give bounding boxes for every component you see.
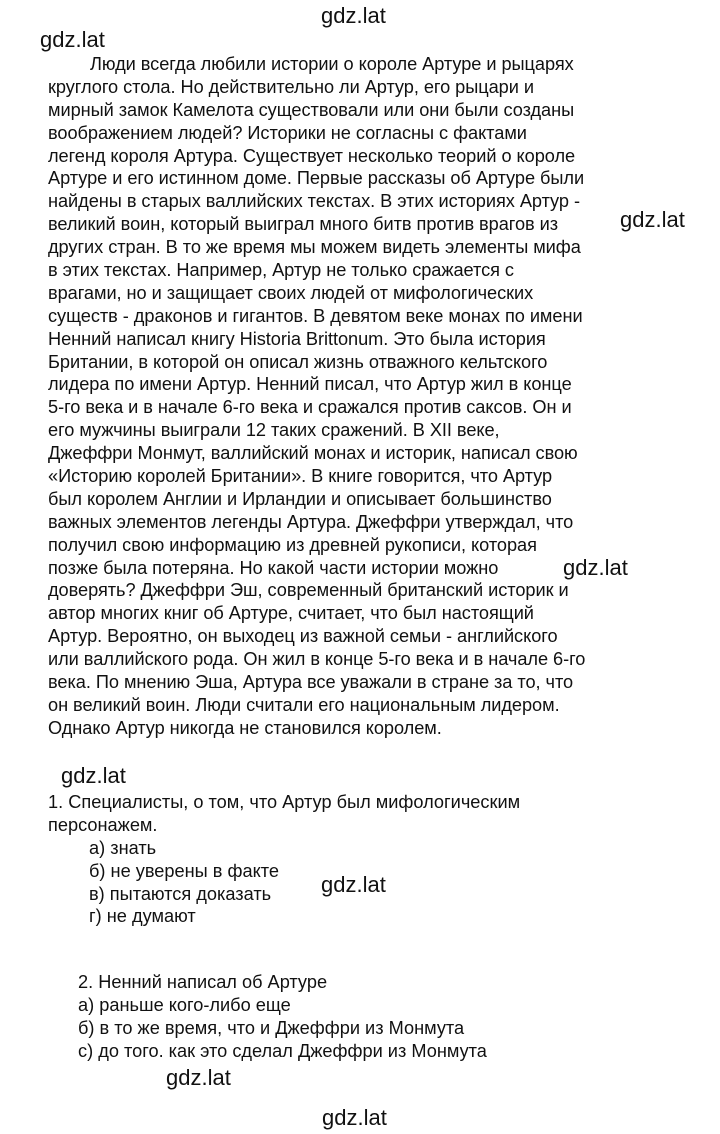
passage-line: 5-го века и в начале 6-го века и сражался против саксов. Он и [48, 397, 572, 418]
question-1-stem: 1. Специалисты, о том, что Артур был мифологическим [48, 792, 521, 812]
passage-line: Артур. Вероятно, он выходец из важной семьи - английского [48, 626, 558, 647]
watermark: gdz.lat [166, 1065, 231, 1090]
passage-line: легенд короля Артура. Существует несколько теорий о короле [48, 145, 576, 166]
reading-passage [48, 53, 678, 740]
passage-line: мирный замок Камелота существовали или они были созданы [48, 99, 575, 120]
question-1-option: а) знать [89, 837, 157, 858]
question-2 [48, 971, 487, 1063]
passage-line: воображением людей? Историки не согласны с фактами [48, 122, 527, 143]
watermark: gdz.lat [620, 207, 685, 232]
passage-line: Однако Артур никогда не становился королем. [48, 717, 442, 738]
passage-line: существ - драконов и гигантов. В девятом веке монах по имени [48, 305, 583, 326]
passage-line: или валлийского рода. Он жил в конце 5-го века и в начале 6-го [48, 649, 586, 670]
passage-line: Ненний написал книгу Historia Brittonum. Это была история [48, 328, 546, 349]
passage-line: в этих текстах. Например, Артур не только сражается с [48, 260, 514, 281]
question-2-option: б) в то же время, что и Джеффри из Монмута [78, 1017, 465, 1038]
passage-line: автор многих книг об Артуре, считает, что был настоящий [48, 603, 534, 624]
watermark: gdz.lat [61, 763, 126, 788]
watermark: gdz.lat [563, 555, 628, 580]
question-1-stem: персонажем. [48, 814, 158, 835]
passage-line: других стран. В то же время мы можем видеть элементы мифа [48, 237, 581, 258]
passage-line: позже была потеряна. Но какой части истории можно [48, 557, 499, 578]
passage-line: «Историю королей Британии». В книге говорится, что Артур [48, 466, 553, 487]
passage-line: лидера по имени Артур. Ненний писал, что Артур жил в конце [48, 374, 572, 395]
passage-line: Джеффри Монмут, валлийский монах и историк, написал свою [48, 443, 578, 464]
watermark: gdz.lat [322, 1105, 387, 1130]
question-1-option: г) не думают [89, 906, 196, 927]
question-2-option: с) до того. как это сделал Джеффри из Монмута [78, 1040, 487, 1061]
passage-line: важных элементов легенды Артура. Джеффри утверждал, что [48, 511, 574, 532]
question-2-option: а) раньше кого-либо еще [78, 994, 291, 1015]
watermark: gdz.lat [321, 3, 386, 28]
passage-line: века. По мнению Эша, Артура все уважали в стране за то, что [48, 672, 574, 693]
question-1 [48, 791, 520, 928]
passage-line: он великий воин. Люди считали его национальным лидером. [48, 694, 560, 715]
question-1-option: б) не уверены в факте [89, 860, 280, 881]
passage-line: Люди всегда любили истории о короле Артуре и рыцарях [90, 54, 574, 74]
watermark: gdz.lat [321, 872, 386, 897]
passage-line: Британии, в которой он описал жизнь отважного кельтского [48, 351, 548, 372]
passage-line: его мужчины выиграли 12 таких сражений. В XII веке, [48, 420, 500, 441]
passage-line: круглого стола. Но действительно ли Артур, его рыцари и [48, 76, 534, 97]
passage-line: врагами, но и защищает своих людей от мифологических [48, 282, 534, 303]
passage-line: великий воин, который выиграл много битв против врагов из [48, 214, 559, 235]
passage-line: Артуре и его истинном доме. Первые рассказы об Артуре были [48, 168, 585, 189]
passage-line: доверять? Джеффри Эш, современный британский историк и [48, 580, 569, 601]
passage-line: был королем Англии и Ирландии и описывает большинство [48, 488, 552, 509]
question-2-stem: 2. Ненний написал об Артуре [78, 972, 328, 992]
passage-line: найдены в старых валлийских текстах. В этих историях Артур - [48, 191, 580, 212]
question-1-option: в) пытаются доказать [89, 883, 272, 904]
passage-line: получил свою информацию из древней рукописи, которая [48, 534, 537, 555]
watermark: gdz.lat [40, 27, 105, 52]
